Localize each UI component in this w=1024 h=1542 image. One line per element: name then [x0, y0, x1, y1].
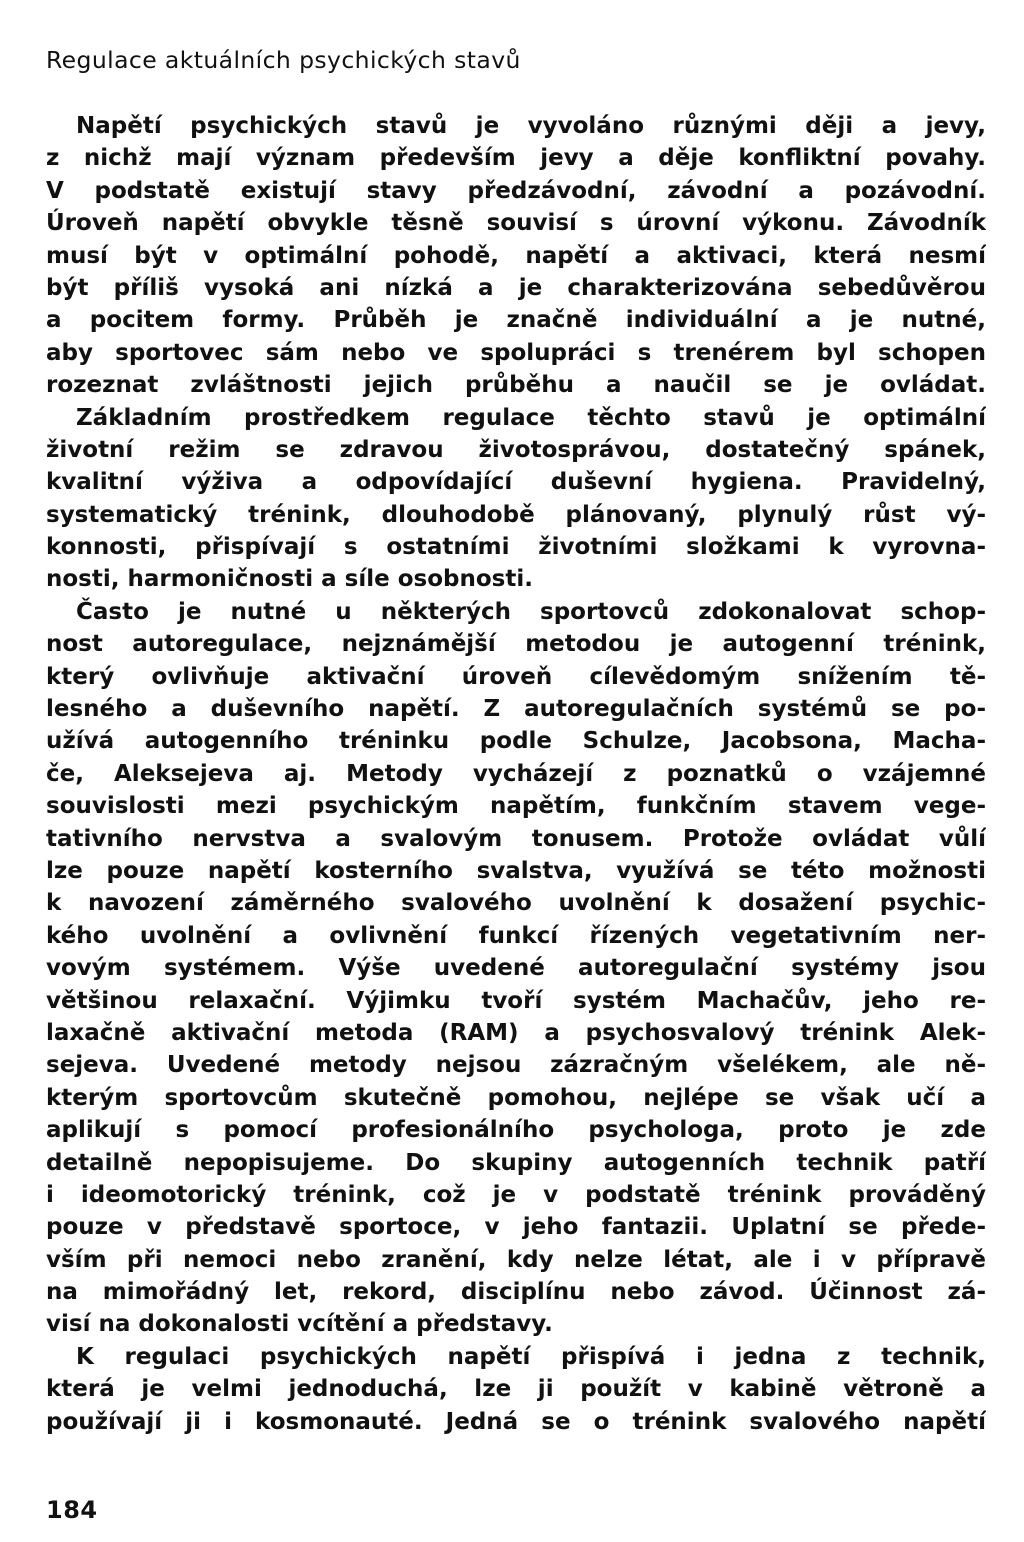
- text-line: visí na dokonalosti vcítění a představy.: [46, 1311, 553, 1338]
- text-line: většinou relaxační. Výjimku tvoří systém Machačův, jeho re-: [46, 987, 986, 1014]
- text-line: kvalitní výživa a odpovídající duševní hygiena. Pravidelný,: [46, 469, 986, 496]
- text-line: K regulaci psychických napětí přispívá i jedna z technik,: [76, 1343, 986, 1370]
- text-line: která je velmi jednoduchá, lze ji použít v kabině větroně a: [46, 1376, 986, 1403]
- text-line: musí být v optimální pohodě, napětí a aktivaci, která nesmí: [46, 242, 986, 269]
- text-line: nosti, harmoničnosti a síle osobnosti.: [46, 566, 533, 593]
- text-line: Často je nutné u některých sportovců zdokonalovat schop-: [76, 598, 986, 625]
- text-line: nost autoregulace, nejznámější metodou je autogenní trénink,: [46, 631, 986, 658]
- text-line: Úroveň napětí obvykle těsně souvisí s úrovní výkonu. Závodník: [46, 210, 986, 237]
- text-line: k navození záměrného svalového uvolnění k dosažení psychic-: [46, 890, 986, 917]
- text-line: kterým sportovcům skutečně pomohou, nejlépe se však učí a: [46, 1084, 986, 1111]
- text-line: konnosti, přispívají s ostatními životními složkami k vyrovna-: [46, 534, 986, 561]
- text-line: Základním prostředkem regulace těchto stavů je optimální: [76, 404, 986, 431]
- text-line: používají ji i kosmonauté. Jedná se o trénink svalového napětí: [46, 1408, 986, 1435]
- text-line: tativního nervstva a svalovým tonusem. Protože ovládat vůlí: [46, 825, 986, 852]
- text-line: lesného a duševního napětí. Z autoregulačních systémů se po-: [46, 696, 986, 723]
- text-line: který ovlivňuje aktivační úroveň cílevědomým snížením tě-: [46, 663, 986, 690]
- text-line: če, Aleksejeva aj. Metody vycházejí z poznatků o vzájemné: [46, 760, 986, 787]
- text-line: sejeva. Uvedené metody nejsou zázračným všelékem, ale ně-: [46, 1052, 986, 1079]
- text-line: vším při nemoci nebo zranění, kdy nelze létat, ale i v přípravě: [46, 1246, 986, 1273]
- text-line: i ideomotorický trénink, což je v podstatě trénink prováděný: [46, 1181, 986, 1208]
- text-line: být příliš vysoká ani nízká a je charakterizována sebedůvěrou: [46, 274, 986, 301]
- text-line: životní režim se zdravou životosprávou, dostatečný spánek,: [46, 436, 986, 463]
- text-line: souvislosti mezi psychickým napětím, funkčním stavem vege-: [46, 793, 986, 820]
- text-line: užívá autogenního tréninku podle Schulze, Jacobsona, Macha-: [46, 728, 986, 755]
- text-line: systematický trénink, dlouhodobě plánovaný, plynulý růst vý-: [46, 501, 986, 528]
- text-line: na mimořádný let, rekord, disciplínu nebo závod. Účinnost zá-: [46, 1279, 986, 1306]
- text-line: Napětí psychických stavů je vyvoláno různými ději a jevy,: [76, 113, 986, 139]
- body-text: [46, 110, 986, 1438]
- text-line: rozeznat zvláštnosti jejich průběhu a naučil se je ovládat.: [46, 372, 986, 399]
- text-line: detailně nepopisujeme. Do skupiny autogenních technik patří: [46, 1149, 986, 1176]
- text-line: V podstatě existují stavy předzávodní, závodní a pozávodní.: [46, 177, 986, 204]
- text-line: vovým systémem. Výše uvedené autoregulační systémy jsou: [46, 955, 986, 982]
- text-line: laxačně aktivační metoda (RAM) a psychosvalový trénink Alek-: [46, 1019, 986, 1046]
- text-line: pouze v představě sportoce, v jeho fantazii. Uplatní se přede-: [46, 1214, 986, 1241]
- text-line: z nichž mají význam především jevy a děje konfliktní povahy.: [46, 145, 986, 172]
- text-line: a pocitem formy. Průběh je značně individuální a je nutné,: [46, 307, 986, 334]
- text-line: aby sportovec sám nebo ve spolupráci s trenérem byl schopen: [46, 339, 986, 366]
- page-number: 184: [46, 1496, 98, 1524]
- text-line: lze pouze napětí kosterního svalstva, využívá se této možnosti: [46, 857, 986, 884]
- text-line: aplikují s pomocí profesionálního psychologa, proto je zde: [46, 1117, 986, 1144]
- text-line: kého uvolnění a ovlivnění funkcí řízených vegetativním ner-: [46, 922, 986, 949]
- section-heading: Regulace aktuálních psychických stavů: [46, 46, 521, 74]
